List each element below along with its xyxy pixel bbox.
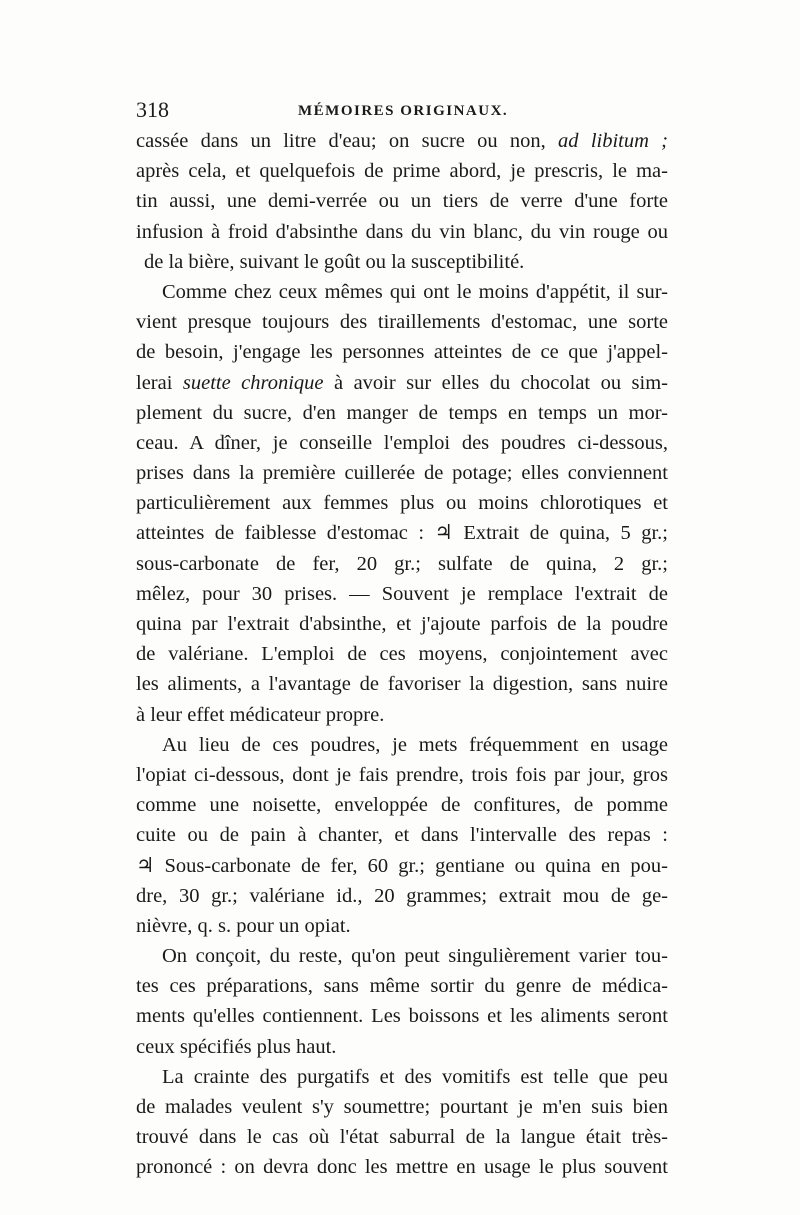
text-line: ments qu'elles contiennent. Les boissons et les aliments seront [136,1005,668,1028]
running-head [136,96,666,124]
running-title: MÉMOIRES ORIGINAUX. [298,103,509,119]
text-line: cuite ou de pain à chanter, et dans l'intervalle des repas : [136,824,668,847]
text-line: prononcé : on devra donc les mettre en usage le plus souvent [136,1156,668,1179]
text-line: trouvé dans le cas où l'état saburral de la langue était très- [136,1126,668,1149]
text-line: dre, 30 gr.; valériane id., 20 grammes; extrait mou de ge- [136,884,668,907]
text-line: à leur effet médicateur propre. [136,703,385,726]
text-line: ♃ Sous-carbonate de fer, 60 gr.; gentiane ou quina en pou- [136,854,668,877]
paragraph-start-line: Comme chez ceux mêmes qui ont le moins d'appétit, il sur- [162,280,668,303]
page-number: 318 [136,97,169,122]
paragraph-start-line: Au lieu de ces poudres, je mets fréquemment en usage [162,733,668,756]
text-line: particulièrement aux femmes plus ou moins chlorotiques et [136,492,668,515]
text-line: lerai suette chronique à avoir sur elles du chocolat ou sim- [136,371,668,394]
text-line: de besoin, j'engage les personnes atteintes de ce que j'appel- [136,341,668,364]
text-line: vient presque toujours des tiraillements d'estomac, une sorte [136,311,668,334]
text-line: les aliments, a l'avantage de favoriser la digestion, sans nuire [136,673,668,696]
text-line: nièvre, q. s. pour un opiat. [136,914,351,937]
paragraph-start-line: La crainte des purgatifs et des vomitifs est telle que peu [162,1065,668,1088]
text-line: tes ces préparations, sans même sortir du genre de médica- [136,975,668,998]
text-line: comme une noisette, enveloppée de confitures, de pomme [136,794,668,817]
text-line: mêlez, pour 30 prises. — Souvent je remplace l'extrait de [136,582,668,605]
text-line: de malades veulent s'y soumettre; pourtant je m'en suis bien [136,1096,668,1118]
text-line: de la bière, suivant le goût ou la susceptibilité. [144,250,525,273]
text-line: de valériane. L'emploi de ces moyens, conjointement avec [136,643,668,666]
text-line: tin aussi, une demi-verrée ou un tiers de verre d'une forte [136,190,668,213]
text-line: ceau. A dîner, je conseille l'emploi des poudres ci-dessous, [136,431,668,454]
text-line: cassée dans un litre d'eau; on sucre ou non, ad libitum ; [136,130,668,152]
text-line: après cela, et quelquefois de prime abord, je prescris, le ma- [136,160,668,183]
text-line: prises dans la première cuillerée de potage; elles conviennent [136,462,668,485]
text-line: ceux spécifiés plus haut. [136,1035,337,1058]
text-line: quina par l'extrait d'absinthe, et j'ajoute parfois de la poudre [136,613,668,635]
paragraph-start-line: On conçoit, du reste, qu'on peut singulièrement varier tou- [162,945,668,968]
text-line: l'opiat ci-dessous, dont je fais prendre, trois fois par jour, gros [136,763,668,786]
text-line: infusion à froid d'absinthe dans du vin blanc, du vin rouge ou [136,220,668,243]
text-line: atteintes de faiblesse d'estomac : ♃ Extrait de quina, 5 gr.; [136,522,668,545]
body-text [136,126,668,1183]
text-line: sous-carbonate de fer, 20 gr.; sulfate de quina, 2 gr.; [136,552,668,575]
text-line: plement du sucre, d'en manger de temps en temps un mor- [136,401,668,424]
